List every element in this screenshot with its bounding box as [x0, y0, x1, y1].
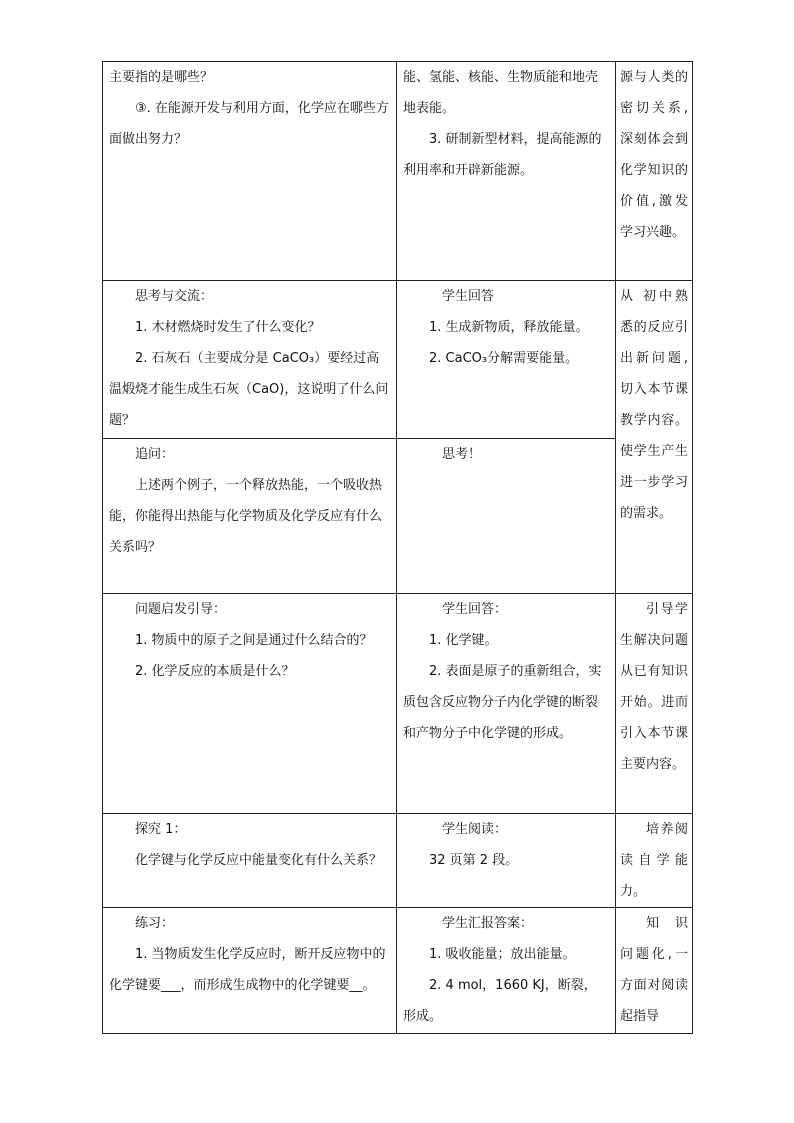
text-line: 1. 木材燃烧时发生了什么变化？: [135, 320, 321, 335]
table-row: [103, 594, 693, 814]
text-line: 2. 4 mol，1660 KJ，断裂，形成。: [403, 978, 597, 1024]
purpose-cell: [616, 908, 693, 1034]
text-line: 引导学生解决问题从已有知识开始。进而引入本节课主要内容。: [620, 602, 688, 772]
text-line: 学生回答: [442, 289, 495, 304]
text-line: 1. 当物质发生化学反应时，断开反应物中的化学键要___，而形成生成物中的化学键要__。: [109, 947, 386, 993]
purpose-cell: [616, 62, 693, 281]
text-line: 2. CaCO₃分解需要能量。: [429, 351, 579, 366]
text-line: 1. 物质中的原子之间是通过什么结合的？: [135, 633, 373, 648]
text-line: 学生阅读：: [442, 822, 508, 837]
text-line: ③. 在能源开发与利用方面，化学应在哪些方面做出努力？: [109, 101, 389, 147]
text-line: 化学键与化学反应中能量变化有什么关系？: [135, 853, 383, 868]
purpose-cell: [616, 594, 693, 814]
teacher-cell: [103, 439, 397, 594]
purpose-cell: [616, 281, 693, 594]
student-cell: [397, 908, 616, 1034]
table-row: [103, 281, 693, 439]
text-line: 思考！: [442, 447, 482, 462]
table-row: [103, 439, 693, 594]
text-line: 练习：: [135, 916, 175, 931]
student-cell: [397, 814, 616, 908]
text-line: 主要指的是哪些？: [109, 70, 214, 85]
teacher-cell: [103, 281, 397, 439]
text-line: 2. 化学反应的本质是什么？: [135, 664, 295, 679]
text-line: 追问：: [135, 447, 175, 462]
text-line: 1. 化学键。: [429, 633, 498, 648]
text-line: 3. 研制新型材料，提高能源的利用率和开辟新能源。: [403, 132, 602, 178]
text-line: 1. 生成新物质，释放能量。: [429, 320, 589, 335]
teacher-cell: [103, 594, 397, 814]
text-line: 上述两个例子，一个释放热能，一个吸收热能，你能得出热能与化学物质及化学反应有什么关系吗？: [109, 478, 383, 555]
text-line: 能、氢能、核能、生物质能和地壳地表能。: [403, 70, 599, 116]
text-line: 源与人类的密切关系,深刻体会到化学知识的价值,激发学习兴趣。: [620, 70, 688, 240]
text-line: 从 初中熟悉的反应引出新问题,切入本节课教学内容。使学生产生进一步学习的需求。: [620, 289, 688, 521]
table-row: [103, 814, 693, 908]
text-line: 学生回答：: [442, 602, 508, 617]
student-cell: [397, 439, 616, 594]
text-line: 2. 表面是原子的重新组合，实质包含反应物分子内化学键的断裂和产物分子中化学键的形成。: [403, 664, 602, 741]
text-line: 问题启发引导：: [135, 602, 227, 617]
purpose-cell: [616, 814, 693, 908]
teacher-cell: [103, 814, 397, 908]
student-cell: [397, 594, 616, 814]
table-row: [103, 908, 693, 1034]
text-line: 学生汇报答案：: [442, 916, 534, 931]
text-line: 培养阅读自学能力。: [620, 822, 688, 899]
text-line: 1. 吸收能量；放出能量。: [429, 947, 576, 962]
student-cell: [397, 62, 616, 281]
table-row: [103, 62, 693, 281]
student-cell: [397, 281, 616, 439]
lesson-plan-table: [102, 61, 693, 1034]
text-line: 2. 石灰石（主要成分是 CaCO₃）要经过高温煅烧才能生成生石灰（CaO)，这说明了什么问题？: [109, 351, 389, 428]
text-line: 32 页第 2 段。: [429, 853, 519, 868]
teacher-cell: [103, 62, 397, 281]
text-line: 知 识问题化,一方面对阅读起指导: [620, 916, 688, 1024]
text-line: 探究 1：: [135, 822, 187, 837]
text-line: 思考与交流：: [135, 289, 214, 304]
teacher-cell: [103, 908, 397, 1034]
